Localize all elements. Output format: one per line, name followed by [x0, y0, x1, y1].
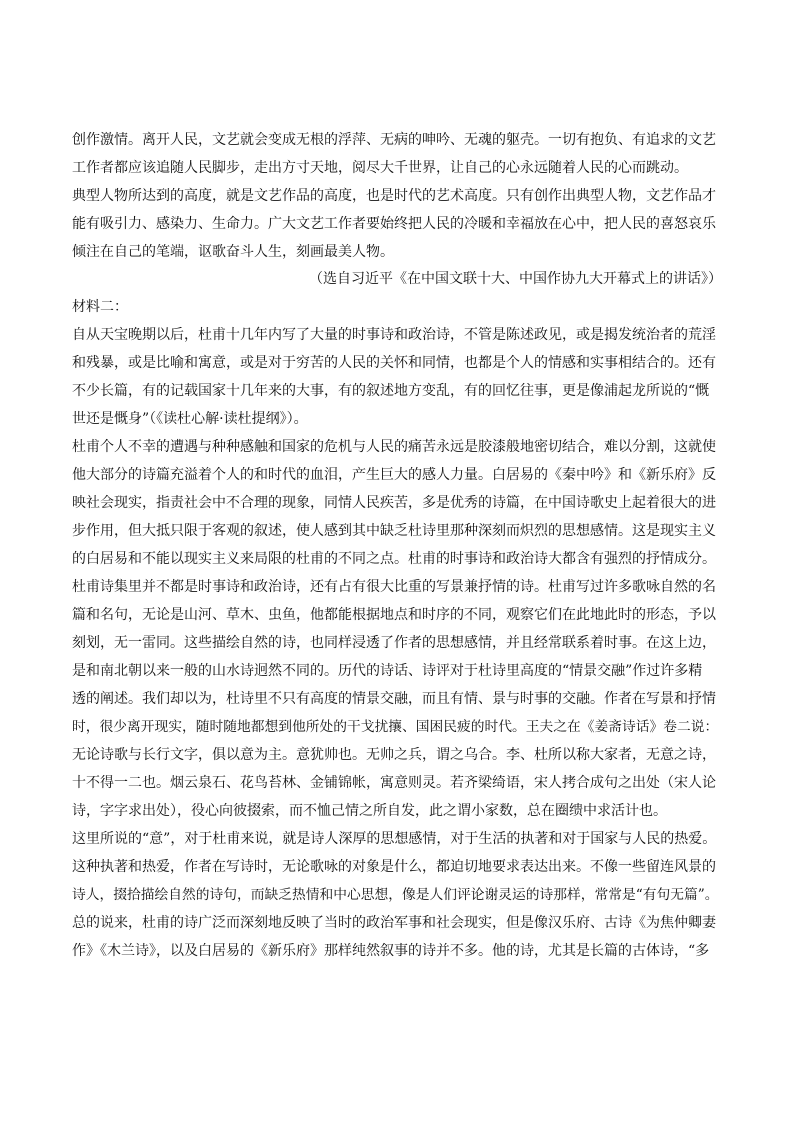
paragraph-line: 这里所说的“意”，对于杜甫来说，就是诗人深厚的思想感情，对于生活的执著和对于国家与人民的热爱。	[72, 831, 717, 847]
paragraph-line: 篇和名句，无论是山河、草木、虫鱼，他都能根据地点和时序的不同，观察它们在此地此时的形态，予以	[72, 607, 716, 623]
paragraph-line: 他大部分的诗篇充溢着个人的和时代的血泪，产生巨大的感人力量。白居易的《秦中吟》和《新乐府》反	[72, 467, 716, 483]
paragraph-line: 典型人物所达到的高度，就是文艺作品的高度，也是时代的艺术高度。只有创作出典型人物，文艺作品才	[72, 188, 716, 204]
paragraph-line: 自从天宝晚期以后，杜甫十几年内写了大量的时事诗和政治诗，不管是陈述政见，或是揭发统治者的荒淫	[72, 327, 716, 343]
paragraph-line: 不少长篇，有的记载国家十几年来的大事，有的叙述地方变乱，有的回忆往事，更是像浦起龙所说的“慨	[72, 383, 710, 399]
paragraph-line: 杜甫个人不幸的遭遇与种种感触和国家的危机与人民的痛苦永远是胶漆般地密切结合，难以分割，这就使	[72, 439, 716, 455]
quotation-line: 无论诗歌与长行文字，俱以意为主。意犹帅也。无帅之兵，谓之乌合。李、杜所以称大家者，无意之诗，	[72, 747, 716, 763]
paragraph-line: 步作用，但大抵只限于客观的叙述，使人感到其中缺乏杜诗里那种深刻而炽烈的思想感情。这是现实主义	[72, 523, 716, 539]
paragraph-line: 的白居易和不能以现实主义来局限的杜甫的不同之点。杜甫的时事诗和政治诗大都含有强烈的抒情成分。	[72, 551, 716, 567]
paragraph-line: 作》《木兰诗》，以及白居易的《新乐府》那样纯然叙事的诗并不多。他的诗，尤其是长篇的古体诗，“多	[72, 943, 710, 959]
quotation-line: 十不得一二也。烟云泉石、花鸟苔林、金铺锦帐，寓意则灵。若齐梁绮语，宋人拷合成句之出处（宋人论	[72, 775, 716, 791]
paragraph-line: 能有吸引力、感染力、生命力。广大文艺工作者要始终把人民的冷暖和幸福放在心中，把人民的喜怒哀乐	[72, 216, 716, 232]
quotation-line: 诗，字字求出处），役心向彼掇索，而不恤己情之所自发，此之谓小家数，总在圈缋中求活计也。	[72, 803, 667, 819]
paragraph-line: 和残暴，或是比喻和寓意，或是对于穷苦的人民的关怀和同情，也都是个人的情感和实事相结合的。还有	[72, 355, 716, 371]
paragraph-line: 这种执著和热爱，作者在写诗时，无论歌咏的对象是什么，都迫切地要求表达出来。不像一些留连风景的	[72, 859, 716, 875]
paragraph-line: 时，很少离开现实，随时随地都想到他所处的干戈扰攘、国困民疲的时代。王夫之在《姜斋诗话》卷二说：	[72, 719, 719, 735]
paragraph-line: 透的阐述。我们却以为，杜诗里不只有高度的情景交融，而且有情、景与时事的交融。作者在写景和抒情	[72, 691, 716, 707]
citation-line: （选自习近平《在中国文联十大、中国作协九大开幕式上的讲话》）	[309, 271, 722, 287]
paragraph-line: 诗人，掇拾描绘自然的诗句，而缺乏热情和中心思想，像是人们评论谢灵运的诗那样，常常是“有句无篇”。	[72, 887, 719, 903]
paragraph-line: 世还是慨身”（《读杜心解·读杜提纲》）。	[72, 411, 308, 427]
paragraph-line: 杜甫诗集里并不都是时事诗和政治诗，还有占有很大比重的写景兼抒情的诗。杜甫写过许多歌咏自然的名	[72, 579, 716, 595]
paragraph-line: 是和南北朝以来一般的山水诗迥然不同的。历代的诗话、诗评对于杜诗里高度的“情景交融”作过许多精	[72, 663, 703, 679]
paragraph-line: 创作激情。离开人民，文艺就会变成无根的浮萍、无病的呻吟、无魂的躯壳。一切有抱负、有追求的文艺	[72, 132, 716, 148]
paragraph-line: 倾注在自己的笔端，讴歌奋斗人生，刻画最美人物。	[72, 244, 394, 260]
paragraph-line: 映社会现实，指责社会中不合理的现象，同情人民疾苦，多是优秀的诗篇，在中国诗歌史上起着很大的进	[72, 495, 716, 511]
paragraph-line: 总的说来，杜甫的诗广泛而深刻地反映了当时的政治军事和社会现实，但是像汉乐府、古诗《为焦仲卿妻	[72, 915, 716, 931]
paragraph-line: 工作者都应该追随人民脚步，走出方寸天地，阅尽大千世界，让自己的心永远随着人民的心而跳动。	[72, 160, 688, 176]
section-heading: 材料二：	[72, 299, 128, 315]
paragraph-line: 刻划，无一雷同。这些描绘自然的诗，也同样浸透了作者的思想感情，并且经常联系着时事。在这上边，	[72, 635, 716, 651]
